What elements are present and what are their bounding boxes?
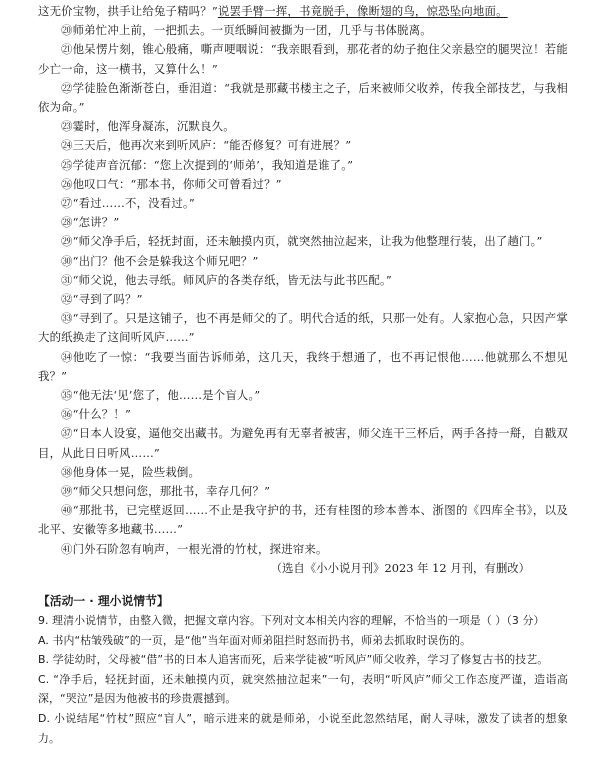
story-lead-text: 这无价宝物，拱手让给兔子精吗？” <box>38 4 218 18</box>
story-paragraph-25: ㉕学徒声音沉郁：“您上次提到的‘师弟’，我知道是谁了。” <box>61 157 354 172</box>
story-paragraph-31: ㉛“师父说，他去寻纸。师风庐的各类存纸，皆无法与此书匹配。” <box>61 272 392 287</box>
story-paragraph-41: ㊶门外石阶忽有响声，一根光滑的竹杖，探进帘来。 <box>61 541 328 556</box>
question-stem: 9. 理清小说情节，由整入微，把握文章内容。下列对文本相关内容的理解，不恰当的一项是（ ）（3 分） <box>38 614 545 628</box>
story-paragraph-33: ㉝“寻到了。只是这铺子，也不再是师父的了。明代合适的纸，只那一处有。人家抱心急，只因产掌大的纸换走了这间听风庐……” <box>38 311 568 345</box>
story-paragraph-21: ㉑他呆愣片刻，锥心般痛，嘶声哽咽说：“我亲眼看到，那花者的幼子抱住父亲悬空的腿哭泣！若能少亡一命，这一横书，又算什么！” <box>38 42 568 76</box>
option-a[interactable]: A. 书内“枯皱残破”的一页，是“他”当年面对师弟阻拦时怒而扔书，师弟去抓取时误伤的。 <box>38 633 472 647</box>
activity-heading: 【活动一 · 理小说情节】 <box>38 594 169 609</box>
story-paragraph-39: ㊴“师父只想问您，那批书，幸存几何？” <box>61 484 271 499</box>
story-paragraph-24: ㉔三天后，他再次来到听风庐：“能否修复？可有进展？” <box>61 138 352 153</box>
story-source-citation: （选自《小小说月刊》2023 年 12 月刊，有删改） <box>270 560 530 575</box>
story-paragraph-32: ㉜“寻到了吗？” <box>61 292 143 307</box>
story-paragraph-38: ㊳他身体一晃，险些栽倒。 <box>61 464 201 479</box>
story-paragraph-26: ㉖他叹口气：“那本书，你师父可曾看过？” <box>61 176 282 191</box>
option-b[interactable]: B. 学徒幼时，父母被“借”书的日本人追害而死，后来学徒被“听风庐”师父收养，学习了修复古书的技艺。 <box>38 653 549 667</box>
story-paragraph-35: ㉟“他无法‘见’您了，他……是个盲人。” <box>61 388 261 403</box>
story-paragraph-29: ㉙“师父净手后，轻抚封面，还未触摸内页，就突然抽泣起来，让我为他整理行装，出了趟门。” <box>61 234 543 249</box>
story-paragraph-30: ㉚“出门？他不会是躲我这个师兄吧？” <box>61 253 259 268</box>
story-paragraph-36: ㊱“什么？！” <box>61 407 131 422</box>
option-d[interactable]: D. 小说结尾“竹杖”照应“盲人”，暗示进来的就是师弟，小说至此忽然结尾，耐人寻味，激发了读者的想象力。 <box>38 712 568 745</box>
story-paragraph-28: ㉘“怎讲？” <box>61 215 120 230</box>
story-paragraph-37: ㊲“日本人设宴，逼他交出藏书。为避免再有无辜者被害，师父连干三杯后，两手各持一搿，自戳双目，从此日日听风……” <box>38 426 568 460</box>
story-paragraph-22: ㉒学徒脸色渐渐苍白，垂泪道：“我就是那藏书楼主之子，后来被师父收养，传我全部技艺，与我相依为命。” <box>38 80 568 115</box>
story-paragraph-40: ㊵“那批书，已完壁返回……不止是我守护的书，还有桂图的珍本善本、浙图的《四库全书》，以及北平、安徽等多地藏书……” <box>38 503 568 537</box>
story-paragraph-27: ㉗“看过……不，没看过。” <box>61 196 195 211</box>
document-page <box>38 2 568 748</box>
story-paragraph-20: ⑳师弟忙冲上前，一把抓去。一页纸瞬间被撕为一团，几乎与书体脱离。 <box>61 23 432 38</box>
story-lead-paragraph <box>38 2 568 21</box>
story-lead-underlined-text: 说罢手臂一挥，书竟脱手，像断翅的鸟，惊恐坠向地面。 <box>217 4 508 18</box>
option-c[interactable]: C. “净手后，轻抚封面，还未触摸内页，就突然抽泣起来”一句，表明“听风庐”师父工作态度严谨，造诣高深，“哭泣”是因为他被书的珍贵震撼到。 <box>38 672 568 706</box>
story-paragraph-23: ㉓霎时，他浑身凝冻，沉默良久。 <box>61 119 235 134</box>
story-paragraph-34: ㉞他吃了一惊：“我要当面告诉师弟，这几天，我终于想通了，也不再记恨他……他就那么不想见我？” <box>38 349 568 383</box>
